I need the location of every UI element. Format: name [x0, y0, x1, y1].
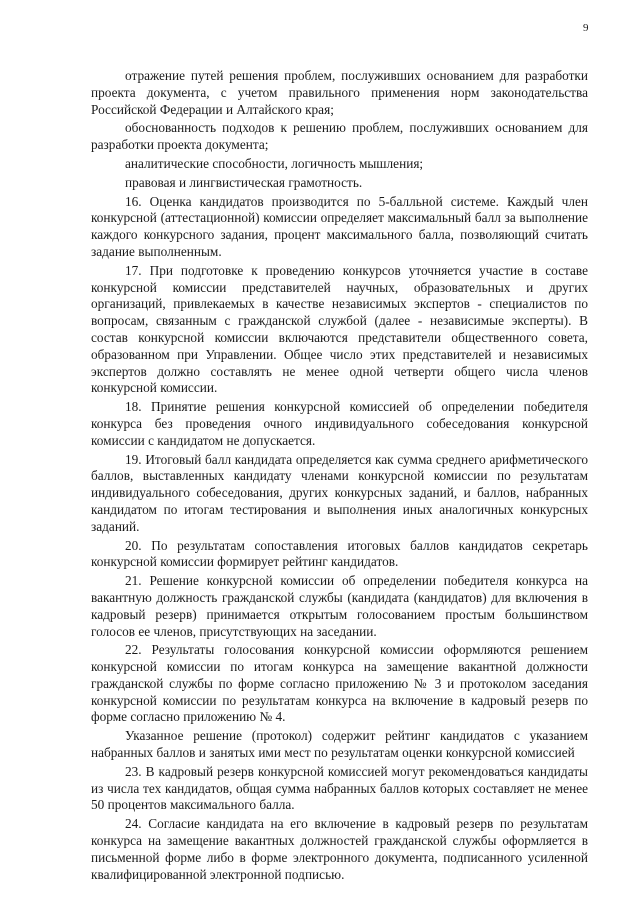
paragraph-criterion-analytics: аналитические способности, логичность мышления; — [125, 155, 424, 171]
paragraph-20: 20. По результатам сопоставления итоговых баллов кандидатов секретарь конкурсной комиссии формирует рейтинг кандидатов. — [91, 537, 588, 570]
paragraph-19: 19. Итоговый балл кандидата определяется как сумма среднего арифметического баллов, выставленных кандидату членами конкурсной комиссии по результатам индивидуального собеседования, других конкурсных заданий, и баллов, набранных кандидатом по итогам тестирования и выполнения иных аналогичных конкурсных заданий. — [91, 451, 588, 534]
paragraph-18: 18. Принятие решения конкурсной комиссией об определении победителя конкурса без проведения очного индивидуального собеседования конкурсной комиссии с кандидатом не допускается. — [91, 399, 588, 448]
paragraph-17: 17. При подготовке к проведению конкурсов уточняется участие в составе конкурсной комиссии представителей научных, образовательных и других организаций, привлекаемых в качестве независимых экспертов - специалистов по вопросам, связанным с гражданской службой (далее - независимые эксперты). В состав конкурсной комиссии включаются представители общественного совета, образованном при Управлении. Общее число этих представителей и независимых экспертов должно составлять не менее одной четверти общего числа членов конкурсной комиссии. — [91, 262, 588, 396]
paragraph-criterion-approaches: обоснованность подходов к решению проблем, послуживших основанием для разработки проекта документа; — [91, 120, 588, 153]
paragraph-criterion-literacy: правовая и лингвистическая грамотность. — [125, 174, 363, 190]
page-number: 9 — [583, 22, 589, 34]
paragraph-23: 23. В кадровый резерв конкурсной комиссией могут рекомендоваться кандидаты из числа тех кандидатов, общая сумма набранных баллов которых составляет не менее 50 процентов максимального балла. — [91, 763, 588, 813]
paragraph-22-note: Указанное решение (протокол) содержит рейтинг кандидатов с указанием набранных баллов и занятых ими мест по результатам оценки конкурсной комиссией — [91, 728, 588, 761]
paragraph-22: 22. Результаты голосования конкурсной комиссии оформляются решением конкурсной комиссии по итогам конкурса на замещение вакантной должности гражданской службы по форме согласно приложению № 3 и протоколом заседания конкурсной комиссии по результатам конкурса на включение в кадровый резерв по форме согласно приложению № 4. — [91, 642, 588, 725]
paragraph-16: 16. Оценка кандидатов производится по 5-балльной системе. Каждый член конкурсной (аттестационной) комиссии определяет максимальный балл за выполнение каждого конкурсного задания, процент максимального балла, позволяющий считать задание выполненным. — [91, 193, 588, 259]
document-body — [91, 68, 588, 885]
paragraph-criterion-solutions: отражение путей решения проблем, послуживших основанием для разработки проекта документа, с учетом правильного применения норм законодательства Российской Федерации и Алтайского края; — [91, 68, 588, 117]
paragraph-24: 24. Согласие кандидата на его включение в кадровый резерв по результатам конкурса на замещение вакантных должностей гражданской службы оформляется в письменной форме либо в форме электронного документа, подписанного усиленной квалифицированной электронной подписью. — [91, 816, 588, 882]
paragraph-21: 21. Решение конкурсной комиссии об определении победителя конкурса на вакантную должность гражданской службы (кандидата (кандидатов) для включения в кадровый резерв) принимается открытым голосованием простым большинством голосов ее членов, присутствующих на заседании. — [91, 573, 588, 639]
